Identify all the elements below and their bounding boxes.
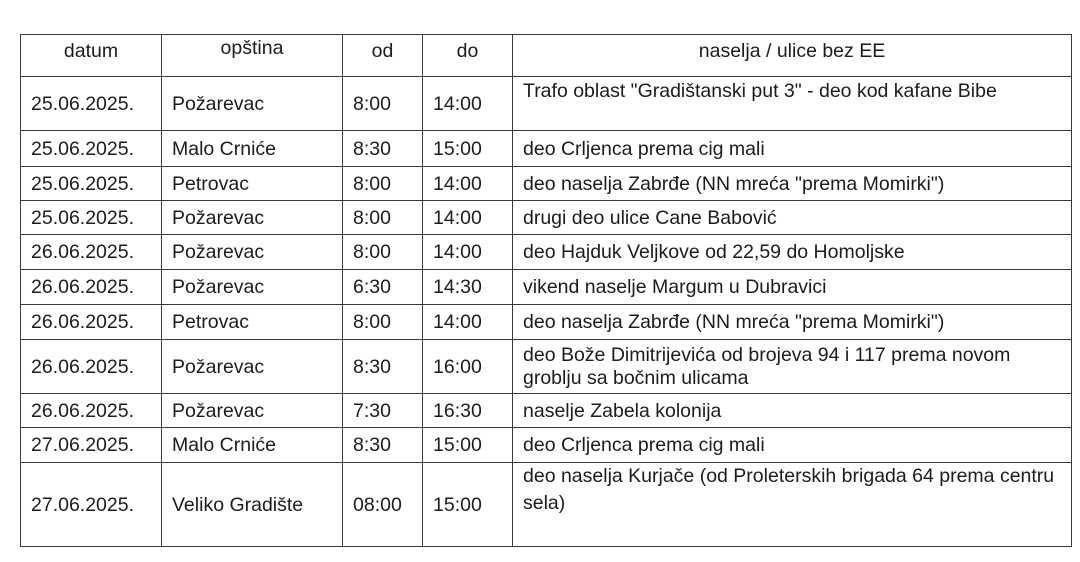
cell-naselja: drugi deo ulice Cane Babović <box>513 201 1072 235</box>
cell-opstina: Požarevac <box>162 340 343 394</box>
cell-datum: 26.06.2025. <box>21 394 162 428</box>
cell-do: 14:00 <box>423 77 513 131</box>
cell-od: 8:00 <box>343 167 423 201</box>
header-opstina: opština <box>162 35 343 77</box>
cell-od: 8:30 <box>343 340 423 394</box>
cell-od: 8:30 <box>343 131 423 167</box>
cell-do: 15:00 <box>423 463 513 547</box>
table-row <box>21 463 1072 547</box>
cell-opstina: Malo Crniće <box>162 428 343 463</box>
cell-naselja: deo naselja Zabrđe (NN mreća "prema Momirki") <box>513 305 1072 340</box>
cell-do: 15:00 <box>423 131 513 167</box>
cell-opstina: Požarevac <box>162 270 343 305</box>
cell-do: 15:00 <box>423 428 513 463</box>
cell-opstina: Veliko Gradište <box>162 463 343 547</box>
cell-datum: 27.06.2025. <box>21 428 162 463</box>
cell-do: 16:00 <box>423 340 513 394</box>
cell-do: 14:00 <box>423 305 513 340</box>
cell-naselja: naselje Zabela kolonija <box>513 394 1072 428</box>
header-datum: datum <box>21 35 162 77</box>
table-row <box>21 394 1072 428</box>
table-row <box>21 167 1072 201</box>
cell-od: 8:00 <box>343 235 423 270</box>
cell-opstina: Požarevac <box>162 77 343 131</box>
cell-datum: 26.06.2025. <box>21 235 162 270</box>
table-row <box>21 131 1072 167</box>
cell-opstina: Požarevac <box>162 394 343 428</box>
cell-naselja: deo Crljenca prema cig mali <box>513 428 1072 463</box>
header-row <box>21 35 1072 77</box>
cell-od: 8:30 <box>343 428 423 463</box>
cell-naselja: vikend naselje Margum u Dubravici <box>513 270 1072 305</box>
cell-naselja: deo Crljenca prema cig mali <box>513 131 1072 167</box>
cell-opstina: Petrovac <box>162 167 343 201</box>
cell-od: 8:00 <box>343 305 423 340</box>
cell-od: 6:30 <box>343 270 423 305</box>
cell-od: 08:00 <box>343 463 423 547</box>
cell-od: 8:00 <box>343 201 423 235</box>
cell-datum: 26.06.2025. <box>21 270 162 305</box>
cell-opstina: Požarevac <box>162 235 343 270</box>
cell-od: 7:30 <box>343 394 423 428</box>
cell-datum: 25.06.2025. <box>21 167 162 201</box>
table-row <box>21 77 1072 131</box>
cell-do: 14:00 <box>423 167 513 201</box>
cell-naselja: deo Bože Dimitrijevića od brojeva 94 i 117 prema novom groblju sa bočnim ulicama <box>513 340 1072 394</box>
cell-do: 16:30 <box>423 394 513 428</box>
cell-datum: 26.06.2025. <box>21 305 162 340</box>
outage-schedule-table <box>20 34 1072 547</box>
cell-datum: 25.06.2025. <box>21 201 162 235</box>
table-row <box>21 428 1072 463</box>
cell-naselja: deo Hajduk Veljkove od 22,59 do Homoljske <box>513 235 1072 270</box>
cell-do: 14:00 <box>423 201 513 235</box>
cell-do: 14:30 <box>423 270 513 305</box>
table-row <box>21 235 1072 270</box>
table-row <box>21 270 1072 305</box>
table-row <box>21 201 1072 235</box>
cell-do: 14:00 <box>423 235 513 270</box>
cell-naselja: deo naselja Zabrđe (NN mreća "prema Momirki") <box>513 167 1072 201</box>
cell-opstina: Požarevac <box>162 201 343 235</box>
cell-od: 8:00 <box>343 77 423 131</box>
cell-datum: 25.06.2025. <box>21 77 162 131</box>
cell-naselja: deo naselja Kurjače (od Proleterskih brigada 64 prema centru sela) <box>513 463 1072 547</box>
header-do: do <box>423 35 513 77</box>
cell-datum: 26.06.2025. <box>21 340 162 394</box>
cell-opstina: Petrovac <box>162 305 343 340</box>
header-naselja: naselja / ulice bez EE <box>513 35 1072 77</box>
cell-opstina: Malo Crniće <box>162 131 343 167</box>
table-row <box>21 340 1072 394</box>
header-od: od <box>343 35 423 77</box>
cell-naselja: Trafo oblast "Gradištanski put 3" - deo kod kafane Bibe <box>513 77 1072 131</box>
table-row <box>21 305 1072 340</box>
cell-datum: 25.06.2025. <box>21 131 162 167</box>
cell-datum: 27.06.2025. <box>21 463 162 547</box>
